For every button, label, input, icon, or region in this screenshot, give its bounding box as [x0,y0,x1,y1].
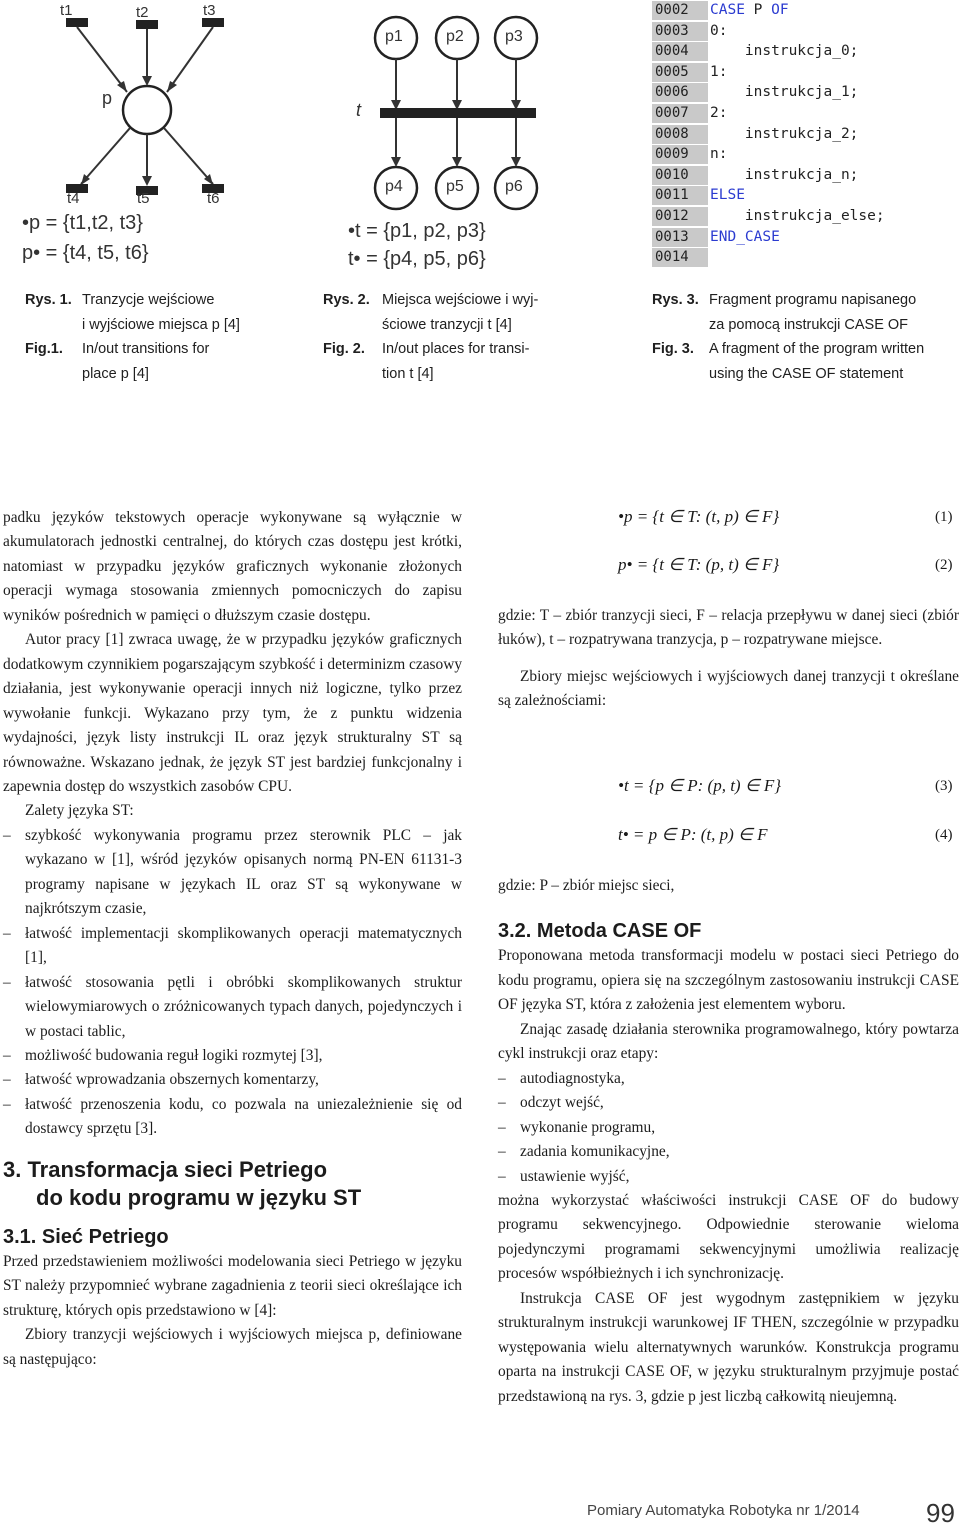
footer-journal-name: Pomiary Automatyka Robotyka [587,1502,793,1519]
caption-fig1-label-en: Fig.1. [25,341,63,357]
left-bullet-3: – łatwość stosowania pętli i obróbki skomplikowanych struktur wielowymiarowych o zróżnicowanych typach danych, pojedynczych i w postaci tablic, [3,971,462,1044]
transition-t3 [202,18,224,27]
label-p: p [102,88,113,108]
equation-3-number: (3) [935,778,953,794]
code-keyword: ELSE [710,187,745,204]
label-t3: t3 [203,2,216,19]
right-paragraph-7: Instrukcja CASE OF jest wygodnym zastępnikiem w języku strukturalnym instrukcji warunkowej IF THEN, szczególnie w przypadku występowania wielu alternatywnych warunków. Konstrukcja programu oparta na instrukcji CASE OF, w języku strukturalnym przyjmuje postać przedstawioną na rys. 3, gdzie p jest liczbą całkowitą nieujemną. [498,1289,959,1405]
left-bullet-6: – łatwość przenoszenia kodu, co pozwala na uniezależnienie się od dostawcy sprzętu [3]. [3,1093,462,1142]
right-bullet-5: – ustawienie wyjść, [498,1165,959,1189]
code-line-number: 0011 [652,186,708,205]
right-bullet-4: – zadania komunikacyjne, [498,1140,959,1164]
equation-3: •t = {p ∈ P: (p, t) ∈ F} [618,776,782,795]
label-p6: p6 [505,178,523,195]
code-text: 1: [710,63,728,80]
code-line-text [710,63,727,82]
code-line-number: 0006 [652,83,708,102]
left-bullet-5: – łatwość wprowadzania obszernych komentarzy, [3,1068,462,1092]
code-text: instrukcja_else; [710,208,885,224]
equation-2: p• = {t ∈ T: (p, t) ∈ F} [618,555,780,574]
caption-fig2 [323,288,583,388]
caption-fig1-en-2: place p [4] [82,365,149,382]
section-3-heading-line-1: 3. Transformacja sieci Petriego [3,1156,328,1182]
right-paragraph-5: Znając zasadę działania sterownika programowalnego, który powtarza cykl instrukcji oraz etapy: [498,1020,959,1063]
caption-fig1-label-pl: Rys. 1. [25,292,72,308]
code-line-text [710,83,858,102]
code-line-text [710,1,789,20]
caption-fig3-label-pl: Rys. 3. [652,292,699,308]
footer-issue: nr 1/2014 [796,1502,860,1519]
code-line-number: 0004 [652,42,708,61]
label-t2: t2 [136,4,149,21]
code-text: P [744,2,772,18]
code-line-number: 0009 [652,145,708,164]
caption-fig2-label-en: Fig. 2. [323,341,365,357]
left-column [3,506,462,1372]
equation-4-number: (4) [935,827,953,843]
code-line-text [710,166,858,185]
code-line-number: 0007 [652,104,708,123]
caption-fig3-en-1: A fragment of the program written [709,341,925,357]
code-line-number: 0013 [652,228,708,247]
code-line-text [710,207,885,226]
code-keyword: END_CASE [710,228,780,245]
section-3-2-heading: 3.2. Metoda CASE OF [498,920,702,943]
caption-fig3-en-2: using the CASE OF statement [709,365,904,382]
left-bullet-2: – łatwość implementacji skomplikowanych operacji matematycznych [1], [3,922,462,971]
left-paragraph-3: Zalety języka ST: [25,802,134,820]
figure-1 [20,0,280,275]
code-line-number: 0014 [652,248,708,267]
caption-fig1-pl-1: Tranzycje wejściowe [82,292,215,308]
fig2-postset: t• = {p4, p5, p6} [348,248,486,270]
right-column-block-1 [498,604,959,714]
caption-fig1 [25,288,285,388]
code-text: instrukcja_0; [710,43,859,60]
footer-journal [587,1502,860,1519]
left-paragraph-1: padku języków tekstowych operacje wykonywane są wyłącznie w akumulatorach jednostki centralnej, do których czas dostępu jest krótki, natomiast w przypadku języków graficznych wykonanie złożonych operacji wymaga stosowania zmiennych pomocniczych do zapisu wyników pośrednich w pamięci o dłuższym czasie dostępu. [3,509,462,624]
right-paragraph-4: Proponowana metoda transformacji modelu w postaci sieci Petriego do kodu programu, opiera się na szczególnym zastosowaniu instrukcji CASE OF języka ST, która z założenia jest elementem wyboru. [498,947,959,1014]
section-3-heading [3,1156,462,1212]
code-line-text [710,145,727,164]
left-paragraph-5: Zbiory tranzycji wejściowych i wyjściowych miejsca p, definiowane są następująco: [3,1326,462,1368]
code-text: 2: [710,105,728,121]
right-column-block-2 [498,874,959,1409]
label-t5: t5 [137,190,150,207]
caption-fig1-pl-2: i wyjściowe miejsca p [4] [82,316,240,333]
right-bullet-3: – wykonanie programu, [498,1116,959,1140]
equation-2-number: (2) [935,557,953,573]
code-text: n: [710,146,728,163]
code-line-text [710,125,858,144]
label-t6: t6 [207,190,220,207]
right-paragraph-2: Zbiory miejsc wejściowych i wyjściowych danej tranzycji t określane są zależnościami: [498,667,959,710]
code-line-number: 0002 [652,1,708,20]
equation-1: •p = {t ∈ T: (t, p) ∈ F} [618,507,780,526]
code-line-text [710,186,745,205]
code-text: instrukcja_n; [710,166,859,183]
right-paragraph-3: gdzie: P – zbiór miejsc sieci, [498,877,675,894]
fig1-preset: •p = {t1,t2, t3} [22,212,143,234]
left-bullet-4: – możliwość budowania reguł logiki rozmytej [3], [3,1044,462,1068]
transition-t [380,108,536,118]
caption-fig2-pl-2: ściowe tranzycji t [4] [382,316,512,333]
code-line-number: 0008 [652,125,708,144]
page-number: 99 [926,1498,955,1528]
caption-fig3-label-en: Fig. 3. [652,341,694,357]
code-line-text [710,228,780,247]
code-line-text [710,104,727,123]
section-3-1-heading: 3.1. Sieć Petriego [3,1225,169,1248]
label-t: t [356,100,362,120]
label-p1: p1 [385,28,403,45]
label-t4: t4 [67,190,80,207]
equation-4: t• = p ∈ P: (t, p) ∈ F [618,825,768,844]
place-p [123,86,171,134]
left-bullet-1: – szybkość wykonywania programu przez sterownik PLC – jak wykazano w [1], wśród języków opisanych normą PN-EN 61131-3 programy napisane w językach IL oraz ST są wykonywane w najkrótszym czasie, [3,824,462,922]
caption-fig2-label-pl: Rys. 2. [323,292,370,308]
code-line-number: 0003 [652,22,708,41]
transition-t1 [66,18,88,27]
left-paragraph-2: Autor pracy [1] zwraca uwagę, że w przypadku języków graficznych dodatkowym czynnikiem pogarszającym szybkość i determinizm czasowy działania, jest wykonywanie operacji innych niż logiczne, tylko przez wywołanie funkcji. Wykazano przy tym, że z punktu widzenia wydajności, język listy instrukcji IL oraz język strukturalny ST są równoważne. Wskazano jednak, że język ST jest bardziej funkcjonalny i zapewnia dostęp do wszystkich zasobów CPU. [3,631,463,795]
code-keyword: OF [771,2,789,18]
section-3-heading-line-2: do kodu programu w języku ST [36,1184,362,1210]
code-line-number: 0005 [652,63,708,82]
label-p3: p3 [505,28,523,45]
figure-3-code-listing [652,0,960,270]
caption-fig2-en-2: tion t [4] [382,365,434,382]
caption-fig3 [652,288,952,388]
transition-t2 [136,20,158,29]
figure-2 [340,0,560,275]
caption-fig2-en-1: In/out places for transi- [382,341,530,357]
code-line-text [710,22,727,41]
right-paragraph-6: można wykorzystać właściwości instrukcji CASE OF do budowy programu sekwencyjnego. Odpowiednie sterowanie wieloma pojedynczymi programami sekwencyjnymi umożliwia realizację procesów współbieżnych i ich synchronizację. [498,1191,959,1283]
equation-1-number: (1) [935,509,953,525]
left-paragraph-4: Przed przedstawieniem możliwości modelowania sieci Petriego w języku ST należy przypomnieć wybrane zagadnienia z teorii sieci określające ich strukturę, których opis przedstawiono w [4]: [3,1252,462,1319]
right-bullet-1: – autodiagnostyka, [498,1067,959,1091]
code-line-text [710,42,858,61]
code-line-number: 0012 [652,207,708,226]
label-p5: p5 [446,178,464,195]
caption-fig3-pl-1: Fragment programu napisanego [709,292,917,308]
right-paragraph-1: gdzie: T – zbiór tranzycji sieci, F – relacja przepływu w danej sieci (zbiór łuków), t – rozpatrywana tranzycja, p – rozpatrywane miejsce. [498,607,959,649]
code-text: instrukcja_2; [710,125,859,142]
caption-fig2-pl-1: Miejsca wejściowe i wyj- [382,292,539,308]
caption-fig3-pl-2: za pomocą instrukcji CASE OF [709,316,909,333]
label-p2: p2 [446,28,464,45]
right-bullet-2: – odczyt wejść, [498,1091,959,1115]
code-text: instrukcja_1; [710,84,859,101]
caption-fig1-en-1: In/out transitions for [82,341,210,357]
label-p4: p4 [385,178,403,195]
label-t1: t1 [60,2,73,19]
code-line-number: 0010 [652,166,708,185]
fig2-preset: •t = {p1, p2, p3} [348,220,486,242]
fig1-postset: p• = {t4, t5, t6} [22,242,149,264]
code-keyword: CASE [710,2,745,18]
code-text: 0: [710,22,728,39]
